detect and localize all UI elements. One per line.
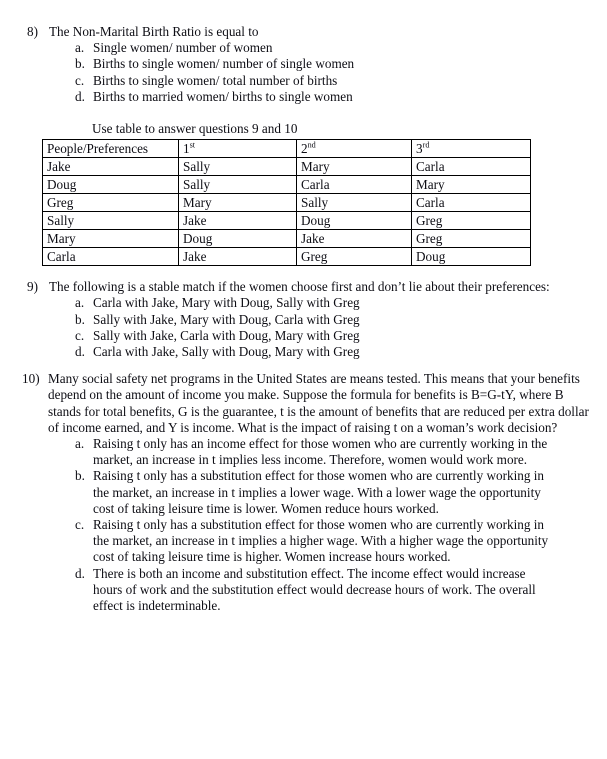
question-10-heading (18, 371, 589, 436)
table-header-third-sup: rd (422, 140, 430, 150)
question-8-options (18, 40, 589, 105)
question-8-stem: The Non-Marital Birth Ratio is equal to (49, 24, 259, 39)
option-10b-letter: b. (75, 468, 85, 484)
table-header-third-base: 3 (416, 140, 423, 156)
question-9-options (18, 295, 589, 360)
option-10a-text: Raising t only has an income effect for those women who are currently working in the market, an increase in t implies less income. Therefore, women would work more. (93, 436, 548, 468)
table-header-first-base: 1 (183, 140, 190, 156)
question-9 (18, 279, 589, 360)
preferences-table (42, 139, 531, 266)
table-cell-person: Sally (43, 212, 179, 230)
table-cell-pref3: Greg (412, 230, 531, 248)
option-10d-text: There is both an income and substitution effect. The income effect would increase hours of work and the substitution effect would decrease hours of work. The overall effect is indeterminable. (93, 565, 536, 614)
table-cell-pref3: Greg (412, 212, 531, 230)
question-8-heading (18, 24, 589, 40)
question-9-heading (18, 279, 589, 295)
option-9d[interactable] (18, 344, 589, 360)
option-10a-letter: a. (75, 436, 85, 452)
table-cell-pref3: Carla (412, 194, 531, 212)
table-cell-pref1: Mary (179, 194, 297, 212)
option-9b[interactable] (18, 312, 589, 328)
option-8b-text: Births to single women/ number of single women (93, 56, 355, 72)
option-8d-text: Births to married women/ births to single women (93, 88, 353, 104)
option-8d-letter: d. (75, 88, 85, 104)
question-8-number: 8) (27, 24, 38, 39)
question-10-stem: Many social safety net programs in the United States are means tested. This means that your benefits depend on the amount of income you make. Suppose the formula for benefits is B=G-tY, where B stands for total benefits, G is the guarantee, t is the amount of benefits that are reduced per extra dollar of income earned, and Y is income. What is the impact of raising t on a woman’s work decision? (48, 371, 589, 435)
option-9a-text: Carla with Jake, Mary with Doug, Sally with Greg (93, 295, 360, 311)
table-cell-person: Carla (43, 248, 179, 266)
option-9d-letter: d. (75, 344, 85, 360)
option-8c-letter: c. (75, 72, 85, 88)
option-9a-letter: a. (75, 295, 85, 311)
option-9b-text: Sally with Jake, Mary with Doug, Carla with Greg (93, 311, 360, 327)
table-header-row (43, 140, 531, 158)
table-cell-pref1: Jake (179, 248, 297, 266)
table-cell-person: Greg (43, 194, 179, 212)
question-9-stem: The following is a stable match if the women choose first and don’t lie about their preferences: (49, 279, 550, 295)
table-cell-pref2: Sally (297, 194, 412, 212)
option-9d-text: Carla with Jake, Sally with Doug, Mary with Greg (93, 344, 360, 360)
table-cell-pref1: Doug (179, 230, 297, 248)
option-8d[interactable] (18, 89, 589, 105)
table-cell-pref3: Carla (412, 158, 531, 176)
table-row (43, 248, 531, 266)
option-10d[interactable] (18, 566, 589, 615)
table-header-first (179, 140, 297, 158)
option-10a[interactable] (18, 436, 589, 468)
table-cell-pref3: Mary (412, 176, 531, 194)
table-header-second-base: 2 (301, 140, 308, 156)
table-cell-person: Mary (43, 230, 179, 248)
table-cell-person: Jake (43, 158, 179, 176)
option-10c[interactable] (18, 517, 589, 566)
table-header-first-sup: st (189, 140, 196, 150)
option-9a[interactable] (18, 295, 589, 311)
table-header-third (412, 140, 531, 158)
option-10b[interactable] (18, 468, 589, 517)
table-cell-pref2: Jake (297, 230, 412, 248)
table-row (43, 212, 531, 230)
option-10c-letter: c. (75, 517, 85, 533)
table-row (43, 176, 531, 194)
table-cell-pref2: Greg (297, 248, 412, 266)
option-9b-letter: b. (75, 311, 85, 327)
table-cell-pref2: Doug (297, 212, 412, 230)
table-header-second (297, 140, 412, 158)
table-row (43, 158, 531, 176)
table-caption: Use table to answer questions 9 and 10 (92, 121, 298, 137)
option-9c-letter: c. (75, 327, 85, 343)
table-cell-pref1: Jake (179, 212, 297, 230)
question-10-options (18, 436, 589, 614)
question-10 (18, 371, 589, 614)
option-10d-letter: d. (75, 565, 85, 581)
table-row (43, 230, 531, 248)
option-9c[interactable] (18, 328, 589, 344)
option-10b-text: Raising t only has a substitution effect for those women who are currently working in the market, an increase in t implies a lower wage. With a lower wage the opportunity cost of taking leisure time is lower. Women reduce hours worked. (93, 468, 544, 516)
table-cell-pref3: Doug (412, 248, 531, 266)
question-10-number: 10) (22, 371, 40, 387)
table-cell-pref1: Sally (179, 158, 297, 176)
option-8c[interactable] (18, 73, 589, 89)
option-8a-text: Single women/ number of women (93, 40, 273, 56)
table-header-second-sup: nd (307, 140, 316, 150)
option-8a[interactable] (18, 40, 589, 56)
table-header-people: People/Preferences (43, 140, 179, 158)
option-8c-text: Births to single women/ total number of births (93, 72, 338, 88)
table-cell-pref1: Sally (179, 176, 297, 194)
question-8 (18, 24, 589, 105)
option-8b[interactable] (18, 56, 589, 72)
table-cell-pref2: Carla (297, 176, 412, 194)
table-row (43, 194, 531, 212)
option-8a-letter: a. (75, 40, 85, 56)
table-cell-person: Doug (43, 176, 179, 194)
question-9-number: 9) (27, 279, 38, 295)
option-9c-text: Sally with Jake, Carla with Doug, Mary with Greg (93, 327, 360, 343)
option-10c-text: Raising t only has a substitution effect for those women who are currently working in the market, an increase in t implies a higher wage. With a higher wage the opportunity cost of taking leisure time is higher. Women increase hours worked. (93, 517, 549, 565)
option-8b-letter: b. (75, 56, 85, 72)
table-cell-pref2: Mary (297, 158, 412, 176)
